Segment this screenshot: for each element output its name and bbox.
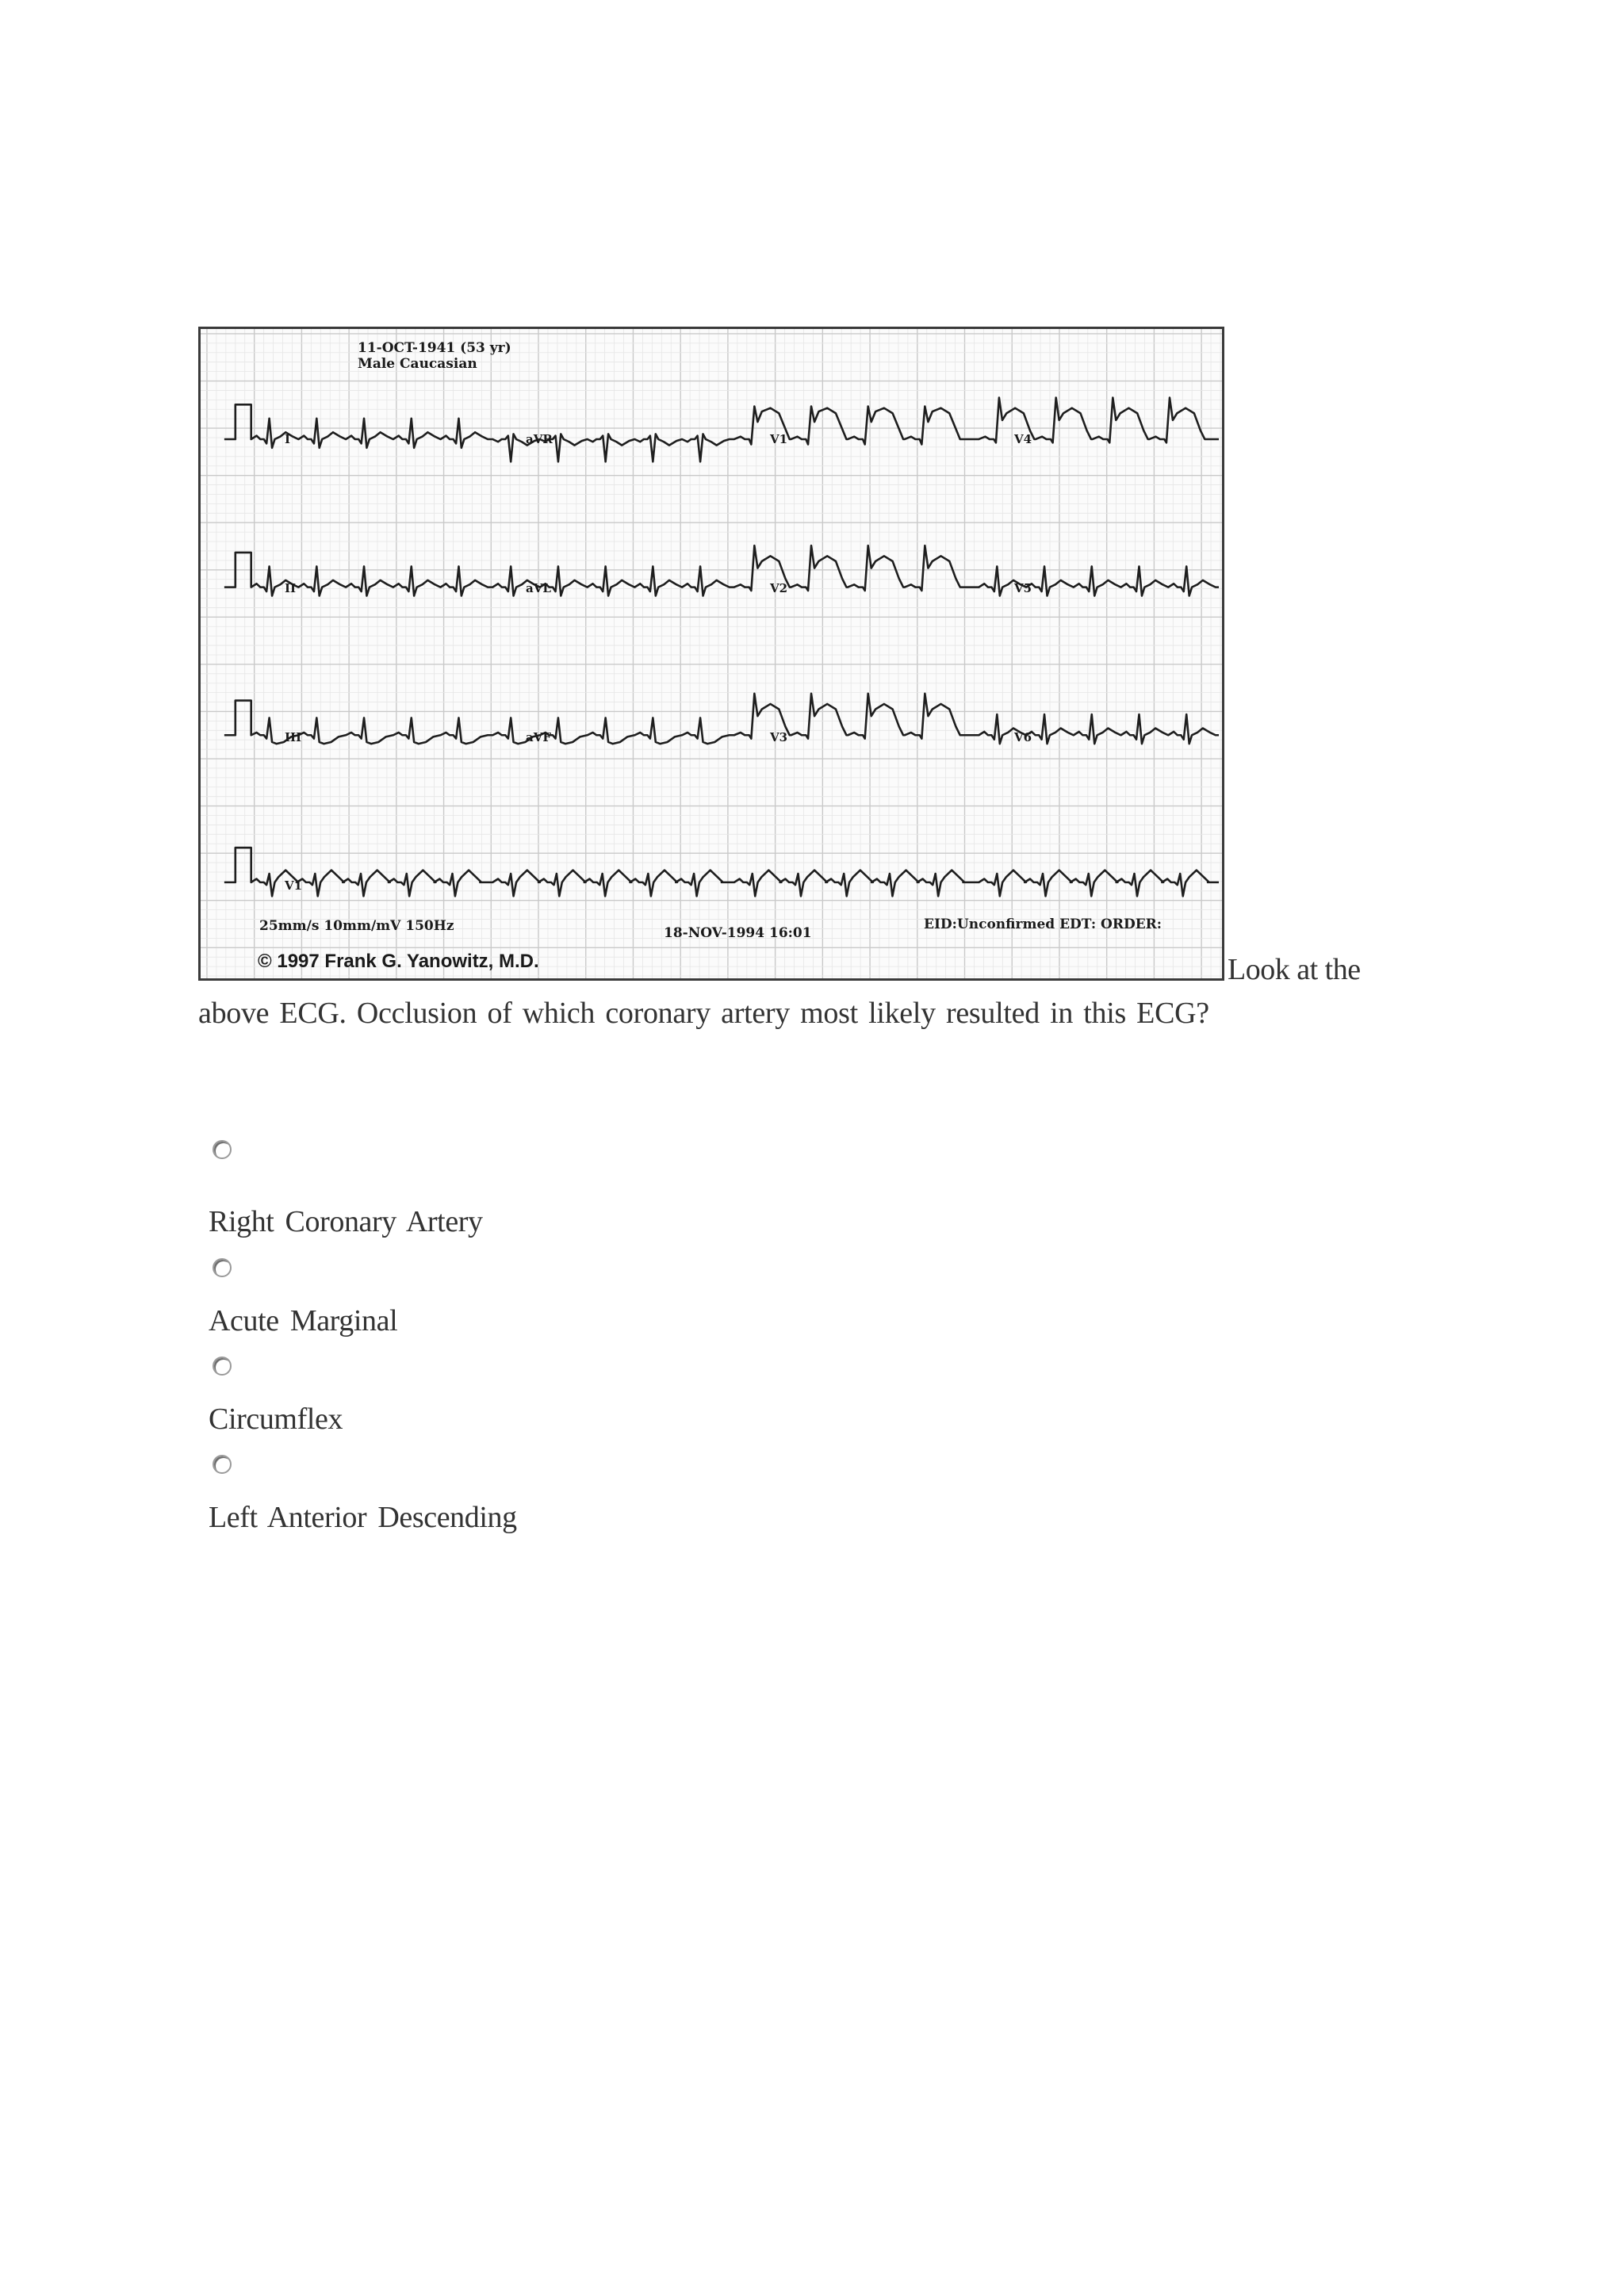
ecg-image [198,327,1224,981]
lead-label-aVL: aVL [526,581,551,595]
lead-label-V2: V2 [770,581,788,595]
lead-label-II: II [285,581,297,595]
lead-label-I: I [285,432,291,446]
option-label-lad[interactable]: Left Anterior Descending [209,1501,517,1534]
ecg-trace-row-3 [224,694,1219,744]
option-label-acute-marginal[interactable]: Acute Marginal [209,1304,398,1337]
lead-label-V6: V6 [1014,730,1032,744]
option-radio-right-coronary[interactable] [213,1140,232,1159]
patient-dob: 11-OCT-1941 (53 yr) [358,340,511,356]
option-radio-circumflex[interactable] [213,1357,232,1376]
ecg-trace-row-2 [224,545,1219,595]
lead-label-aVF: aVF [526,730,552,744]
option-radio-lad[interactable] [213,1455,232,1474]
ecg-copyright: © 1997 Frank G. Yanowitz, M.D. [258,951,539,972]
question-text-line1: Look at the [1228,953,1361,986]
lead-label-V3: V3 [770,730,788,744]
option-label-circumflex[interactable]: Circumflex [209,1402,343,1436]
lead-label-V5: V5 [1014,581,1032,595]
lead-label-V4: V4 [1014,432,1032,446]
ecg-date-time: 18-NOV-1994 16:01 [664,925,812,941]
lead-label-rhythm-V1: V1 [285,878,303,893]
option-label-right-coronary[interactable]: Right Coronary Artery [209,1205,483,1238]
lead-label-V1: V1 [770,432,788,446]
ecg-settings: 25mm/s 10mm/mV 150Hz [259,918,454,934]
option-radio-acute-marginal[interactable] [213,1258,232,1277]
ecg-tracing [201,329,1222,978]
patient-info: Male Caucasian [358,356,477,372]
question-text-line2: above ECG. Occlusion of which coronary artery most likely resulted in this ECG? [198,997,1209,1030]
lead-label-aVR: aVR [526,432,553,446]
lead-label-III: III [285,730,302,744]
ecg-trace-row-1 [224,398,1219,462]
ecg-status: EID:Unconfirmed EDT: ORDER: [924,916,1162,932]
